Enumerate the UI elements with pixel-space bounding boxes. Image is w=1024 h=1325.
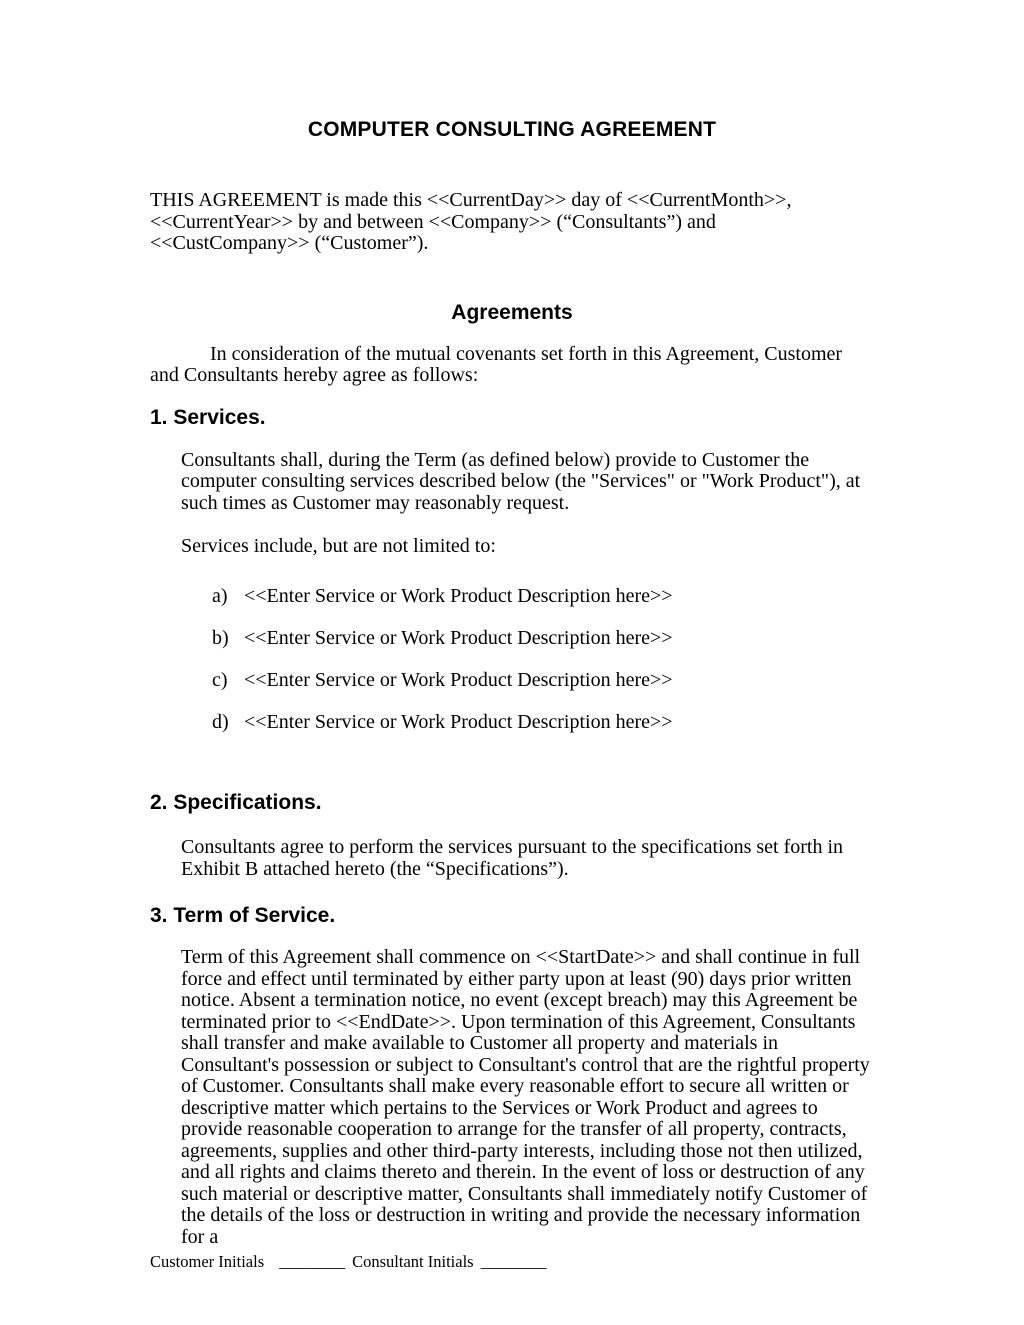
list-item-text: <<Enter Service or Work Product Description here>> — [244, 668, 673, 691]
intro-paragraph: THIS AGREEMENT is made this <<CurrentDay>> day of <<CurrentMonth>>, <<CurrentYear>> by and between <<Company>> (“Consultants”) and <<CustCompany>> (“Customer”). — [150, 189, 792, 254]
document-title: COMPUTER CONSULTING AGREEMENT — [307, 118, 717, 141]
list-item-marker: d) — [212, 710, 229, 733]
customer-initials-label: Customer Initials — [150, 1252, 265, 1271]
list-item — [212, 670, 874, 692]
consultant-initials-label: Consultant Initials — [352, 1252, 474, 1271]
list-item-text: <<Enter Service or Work Product Description here>> — [244, 710, 673, 733]
section-services-paragraph-2: Services include, but are not limited to: — [181, 535, 496, 557]
agreements-heading: Agreements — [451, 300, 573, 324]
agreements-intro-paragraph: In consideration of the mutual covenants set forth in this Agreement, Customer and Consultants hereby agree as follows: — [150, 342, 843, 386]
section-services-paragraph-1: Consultants shall, during the Term (as defined below) provide to Customer the computer consulting services described below (the "Services" or "Work Product"), at such times as Customer may reasonably request. — [181, 448, 861, 514]
customer-initials-blank: ________ — [279, 1252, 346, 1271]
initials-footer — [150, 1252, 547, 1271]
section-heading-term: 3. Term of Service. — [150, 904, 336, 927]
section-heading-specifications: 2. Specifications. — [150, 791, 322, 814]
list-item-marker: a) — [212, 584, 228, 607]
list-item-text: <<Enter Service or Work Product Description here>> — [244, 584, 673, 607]
service-list — [212, 586, 874, 734]
list-item — [212, 712, 874, 734]
section-specifications-paragraph: Consultants agree to perform the services pursuant to the specifications set forth in Exhibit B attached hereto (the “Specifications”). — [181, 836, 844, 880]
section-heading-services: 1. Services. — [150, 405, 266, 429]
list-item — [212, 586, 874, 608]
list-item-marker: c) — [212, 668, 228, 691]
list-item — [212, 628, 874, 650]
section-term-paragraph: Term of this Agreement shall commence on <<StartDate>> and shall continue in full force and effect until terminated by either party upon at least (90) days prior written notice. Absent a termination notice, no event (except breach) may this Agreement be terminated prior to <<EndDate>>. Upon termination of this Agreement, Consultants shall transfer and make available to Customer all property and materials in Consultant's possession or subject to Consultant's control that are the rightful property of Customer. Consultants shall make every reasonable effort to secure all written or descriptive matter which pertains to the Services or Work Product and agrees to provide reasonable cooperation to arrange for the transfer of all property, contracts, agreements, supplies and other third-party interests, including those not then utilized, and all rights and claims thereto and therein. In the event of loss or destruction of any such material or descriptive matter, Consultants shall immediately notify Customer of the details of the loss or destruction in writing and provide the necessary information for a — [181, 946, 870, 1248]
list-item-text: <<Enter Service or Work Product Description here>> — [244, 626, 673, 649]
consultant-initials-blank: ________ — [480, 1252, 547, 1271]
list-item-marker: b) — [212, 626, 229, 649]
